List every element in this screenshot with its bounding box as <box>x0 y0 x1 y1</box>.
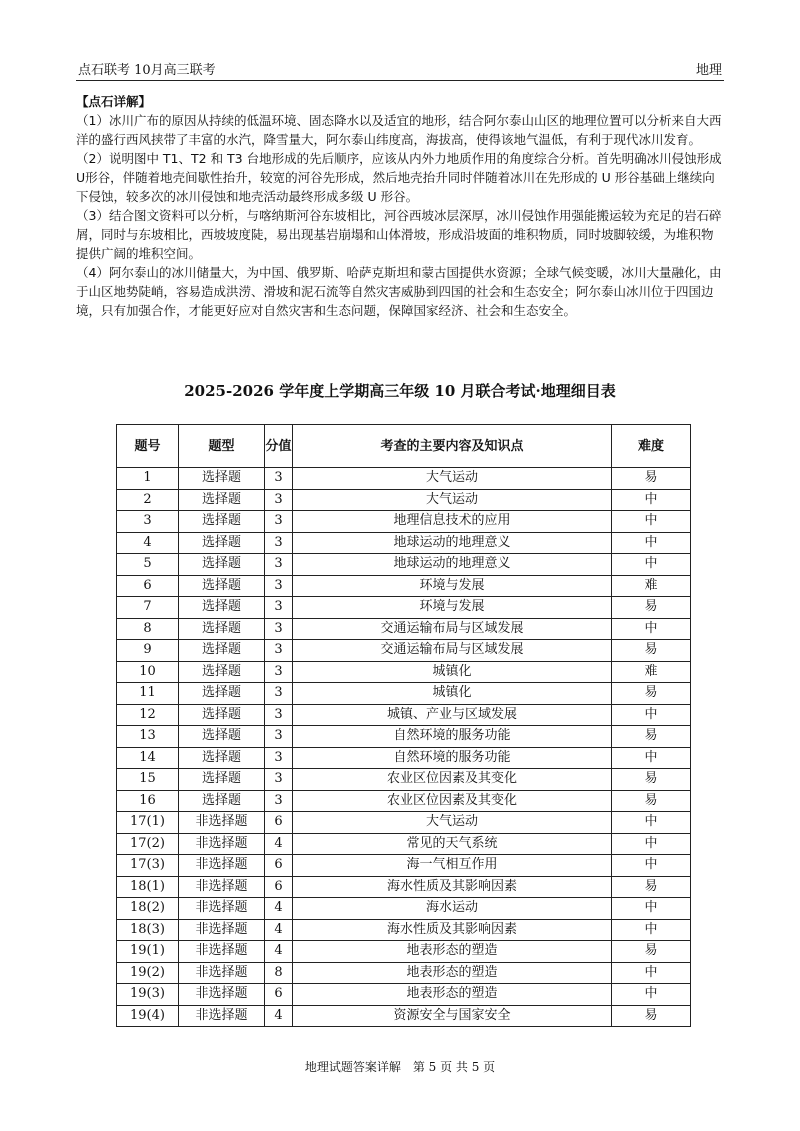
cell-score: 6 <box>265 812 293 834</box>
cell-difficulty: 中 <box>612 554 691 576</box>
page-footer: 地理试题答案详解 第 5 页 共 5 页 <box>304 1060 496 1074</box>
cell-score: 3 <box>265 468 293 490</box>
cell-score: 4 <box>265 941 293 963</box>
cell-content: 自然环境的服务功能 <box>293 726 612 748</box>
explanation-paragraph-3: （3）结合图文资料可以分析，与喀纳斯河谷东坡相比，河谷西坡冰层深厚，冰川侵蚀作用强能搬运较为充足的岩石碎屑，同时与东坡相比，西坡坡度陡，易出现基岩崩塌和山体滑坡，形成沿坡面的堆积物质，同时坡脚较缓，为堆积物提供广阔的堆积空间。 <box>76 208 722 261</box>
table-row <box>117 898 691 920</box>
cell-question-type: 选择题 <box>179 640 265 662</box>
header-score: 分值 <box>265 425 293 468</box>
cell-question-number: 15 <box>117 769 179 791</box>
cell-question-type: 非选择题 <box>179 1005 265 1027</box>
cell-question-type: 非选择题 <box>179 962 265 984</box>
table-row <box>117 575 691 597</box>
table-header-row <box>117 425 691 468</box>
cell-score: 3 <box>265 640 293 662</box>
cell-score: 3 <box>265 790 293 812</box>
cell-score: 3 <box>265 511 293 533</box>
cell-content: 地球运动的地理意义 <box>293 554 612 576</box>
cell-question-number: 19(2) <box>117 962 179 984</box>
cell-question-number: 6 <box>117 575 179 597</box>
table-row <box>117 726 691 748</box>
explanation-paragraph-2: （2）说明图中 T1、T2 和 T3 台地形成的先后顺序，应该从内外力地质作用的角度综合分析。首先明确冰川侵蚀形成 U形谷，伴随着地壳间歇性抬升，较宽的河谷先形成，然后地壳抬升同时伴随着冰川在先形成的 U 形谷基础上继续向下侵蚀，较多次的冰川侵蚀和地壳活动最终形成多级 U 形谷。 <box>76 151 722 204</box>
cell-content: 农业区位因素及其变化 <box>293 769 612 791</box>
cell-score: 3 <box>265 554 293 576</box>
explanation-heading: 【点石详解】 <box>76 94 152 109</box>
cell-content: 大气运动 <box>293 468 612 490</box>
cell-score: 4 <box>265 1005 293 1027</box>
table-row <box>117 618 691 640</box>
cell-question-type: 选择题 <box>179 747 265 769</box>
header-exam-name: 点石联考 10月高三联考 <box>78 63 216 78</box>
cell-question-number: 13 <box>117 726 179 748</box>
cell-question-number: 18(1) <box>117 876 179 898</box>
cell-difficulty: 中 <box>612 489 691 511</box>
table-row <box>117 640 691 662</box>
table-row <box>117 661 691 683</box>
table-row <box>117 747 691 769</box>
cell-question-number: 12 <box>117 704 179 726</box>
table-row <box>117 962 691 984</box>
cell-question-type: 选择题 <box>179 683 265 705</box>
table-row <box>117 790 691 812</box>
table-row <box>117 812 691 834</box>
cell-content: 地表形态的塑造 <box>293 962 612 984</box>
cell-difficulty: 易 <box>612 726 691 748</box>
cell-difficulty: 中 <box>612 704 691 726</box>
cell-score: 4 <box>265 919 293 941</box>
cell-score: 3 <box>265 683 293 705</box>
cell-question-type: 选择题 <box>179 554 265 576</box>
cell-question-type: 选择题 <box>179 532 265 554</box>
cell-question-number: 11 <box>117 683 179 705</box>
cell-score: 8 <box>265 962 293 984</box>
cell-question-number: 7 <box>117 597 179 619</box>
cell-content: 常见的天气系统 <box>293 833 612 855</box>
cell-question-number: 2 <box>117 489 179 511</box>
cell-content: 地表形态的塑造 <box>293 984 612 1006</box>
cell-question-number: 17(1) <box>117 812 179 834</box>
cell-score: 6 <box>265 984 293 1006</box>
table-row <box>117 489 691 511</box>
cell-question-type: 非选择题 <box>179 833 265 855</box>
cell-question-number: 19(4) <box>117 1005 179 1027</box>
cell-question-type: 选择题 <box>179 769 265 791</box>
cell-question-number: 17(2) <box>117 833 179 855</box>
table-row <box>117 683 691 705</box>
cell-difficulty: 易 <box>612 597 691 619</box>
cell-score: 3 <box>265 618 293 640</box>
cell-question-type: 选择题 <box>179 597 265 619</box>
cell-difficulty: 易 <box>612 941 691 963</box>
table-row <box>117 511 691 533</box>
cell-question-type: 选择题 <box>179 489 265 511</box>
cell-question-type: 非选择题 <box>179 941 265 963</box>
table-row <box>117 855 691 877</box>
cell-question-type: 非选择题 <box>179 876 265 898</box>
cell-difficulty: 中 <box>612 962 691 984</box>
cell-question-number: 5 <box>117 554 179 576</box>
cell-content: 资源安全与国家安全 <box>293 1005 612 1027</box>
cell-question-number: 19(3) <box>117 984 179 1006</box>
cell-content: 城镇、产业与区域发展 <box>293 704 612 726</box>
header-question-number: 题号 <box>117 425 179 468</box>
cell-question-number: 17(3) <box>117 855 179 877</box>
table-row <box>117 769 691 791</box>
cell-score: 4 <box>265 898 293 920</box>
cell-content: 大气运动 <box>293 489 612 511</box>
table-row <box>117 833 691 855</box>
cell-score: 3 <box>265 532 293 554</box>
table-row <box>117 704 691 726</box>
table-row <box>117 876 691 898</box>
cell-score: 3 <box>265 489 293 511</box>
cell-difficulty: 易 <box>612 876 691 898</box>
cell-question-number: 18(2) <box>117 898 179 920</box>
table-row <box>117 468 691 490</box>
cell-score: 3 <box>265 575 293 597</box>
cell-difficulty: 易 <box>612 640 691 662</box>
table-row <box>117 941 691 963</box>
cell-difficulty: 中 <box>612 532 691 554</box>
explanation-paragraph-4: （4）阿尔泰山的冰川储量大，为中国、俄罗斯、哈萨克斯坦和蒙古国提供水资源；全球气候变暖，冰川大量融化，由于山区地势陡峭，容易造成洪涝、滑坡和泥石流等自然灾害威胁到四国的社会和生态安全；阿尔泰山冰川位于四国边境，只有加强合作，才能更好应对自然灾害和生态问题，保障国家经济、社会和生态安全。 <box>76 265 722 318</box>
cell-content: 环境与发展 <box>293 597 612 619</box>
cell-score: 6 <box>265 855 293 877</box>
table-body <box>117 468 691 1027</box>
cell-question-number: 3 <box>117 511 179 533</box>
cell-content: 海一气相互作用 <box>293 855 612 877</box>
cell-question-type: 非选择题 <box>179 919 265 941</box>
header-subject: 地理 <box>695 63 722 78</box>
cell-content: 交通运输布局与区域发展 <box>293 640 612 662</box>
cell-difficulty: 中 <box>612 919 691 941</box>
cell-difficulty: 中 <box>612 618 691 640</box>
cell-difficulty: 难 <box>612 661 691 683</box>
cell-content: 海水性质及其影响因素 <box>293 919 612 941</box>
cell-difficulty: 易 <box>612 769 691 791</box>
table-row <box>117 984 691 1006</box>
detail-table <box>116 424 691 1027</box>
cell-difficulty: 易 <box>612 468 691 490</box>
cell-score: 3 <box>265 769 293 791</box>
cell-question-number: 1 <box>117 468 179 490</box>
cell-difficulty: 中 <box>612 833 691 855</box>
cell-score: 3 <box>265 747 293 769</box>
cell-question-type: 选择题 <box>179 468 265 490</box>
table-row <box>117 554 691 576</box>
cell-question-number: 9 <box>117 640 179 662</box>
cell-difficulty: 易 <box>612 683 691 705</box>
cell-difficulty: 中 <box>612 855 691 877</box>
cell-content: 地球运动的地理意义 <box>293 532 612 554</box>
cell-content: 交通运输布局与区域发展 <box>293 618 612 640</box>
cell-content: 城镇化 <box>293 661 612 683</box>
cell-content: 自然环境的服务功能 <box>293 747 612 769</box>
cell-score: 3 <box>265 704 293 726</box>
cell-difficulty: 易 <box>612 1005 691 1027</box>
cell-question-type: 选择题 <box>179 704 265 726</box>
cell-difficulty: 中 <box>612 511 691 533</box>
cell-content: 环境与发展 <box>293 575 612 597</box>
cell-question-type: 选择题 <box>179 575 265 597</box>
cell-content: 农业区位因素及其变化 <box>293 790 612 812</box>
cell-content: 海水运动 <box>293 898 612 920</box>
cell-question-number: 14 <box>117 747 179 769</box>
cell-difficulty: 易 <box>612 790 691 812</box>
header-content: 考查的主要内容及知识点 <box>293 425 612 468</box>
cell-content: 地理信息技术的应用 <box>293 511 612 533</box>
cell-question-type: 非选择题 <box>179 855 265 877</box>
cell-content: 大气运动 <box>293 812 612 834</box>
cell-question-type: 选择题 <box>179 726 265 748</box>
cell-question-type: 选择题 <box>179 511 265 533</box>
cell-question-type: 非选择题 <box>179 812 265 834</box>
explanation-section <box>76 92 724 320</box>
cell-question-type: 选择题 <box>179 618 265 640</box>
cell-question-type: 非选择题 <box>179 898 265 920</box>
header-difficulty: 难度 <box>612 425 691 468</box>
cell-question-type: 非选择题 <box>179 984 265 1006</box>
cell-difficulty: 难 <box>612 575 691 597</box>
cell-difficulty: 中 <box>612 747 691 769</box>
cell-score: 3 <box>265 597 293 619</box>
table-row <box>117 597 691 619</box>
cell-content: 地表形态的塑造 <box>293 941 612 963</box>
cell-content: 海水性质及其影响因素 <box>293 876 612 898</box>
cell-score: 6 <box>265 876 293 898</box>
table-row <box>117 532 691 554</box>
explanation-paragraph-1: （1）冰川广布的原因从持续的低温环境、固态降水以及适宜的地形，结合阿尔泰山山区的地理位置可以分析来自大西洋的盛行西风挟带了丰富的水汽，降雪量大，阿尔泰山纬度高，海拔高，使得该地气温低，有利于现代冰川发育。 <box>76 113 722 147</box>
page-header <box>76 56 724 81</box>
cell-score: 3 <box>265 726 293 748</box>
cell-question-number: 8 <box>117 618 179 640</box>
cell-difficulty: 中 <box>612 984 691 1006</box>
table-row <box>117 1005 691 1027</box>
cell-question-type: 选择题 <box>179 790 265 812</box>
cell-score: 3 <box>265 661 293 683</box>
cell-question-number: 18(3) <box>117 919 179 941</box>
cell-question-number: 10 <box>117 661 179 683</box>
cell-question-type: 选择题 <box>179 661 265 683</box>
cell-question-number: 19(1) <box>117 941 179 963</box>
cell-question-number: 16 <box>117 790 179 812</box>
cell-difficulty: 中 <box>612 812 691 834</box>
table-row <box>117 919 691 941</box>
cell-score: 4 <box>265 833 293 855</box>
cell-question-number: 4 <box>117 532 179 554</box>
table-title: 2025-2026 学年度上学期高三年级 10 月联合考试·地理细目表 <box>184 382 616 400</box>
cell-content: 城镇化 <box>293 683 612 705</box>
cell-difficulty: 中 <box>612 898 691 920</box>
header-question-type: 题型 <box>179 425 265 468</box>
